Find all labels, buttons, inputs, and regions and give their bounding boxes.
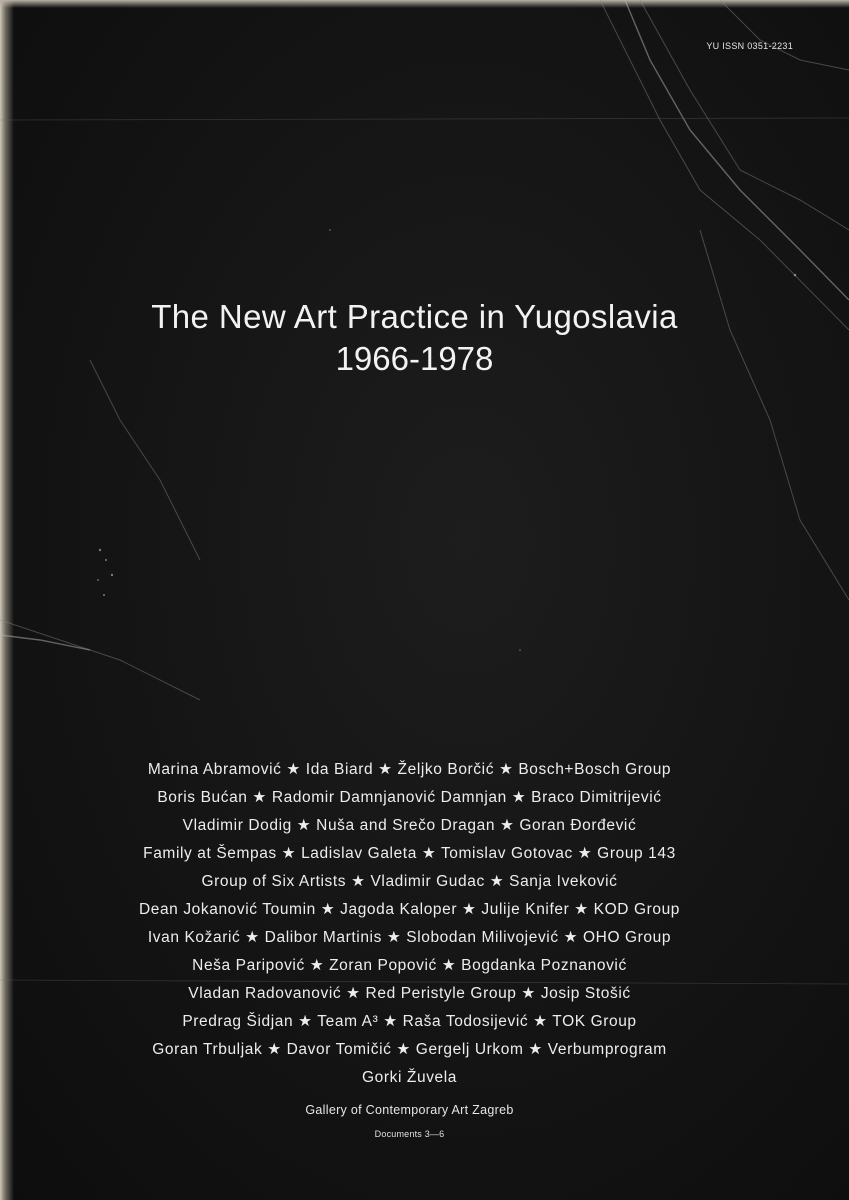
- artist-line: Vladan Radovanović ★ Red Peristyle Group ★ Josip Stošić: [188, 985, 631, 1002]
- artist-line: Ivan Kožarić ★ Dalibor Martinis ★ Slobodan Milivojević ★ OHO Group: [147, 929, 672, 946]
- artist-line: Predrag Šidjan ★ Team A³ ★ Raša Todosijević ★ TOK Group: [182, 1013, 637, 1030]
- artist-list: [0, 756, 849, 1092]
- artist-line: Vladimir Dodig ★ Nuša and Srečo Dragan ★ Goran Đorđević: [182, 817, 637, 834]
- issn-label: YU ISSN 0351-2231: [706, 41, 793, 51]
- artist-line: Family at Šempas ★ Ladislav Galeta ★ Tomislav Gotovac ★ Group 143: [143, 845, 676, 862]
- artist-line: Gorki Žuvela: [361, 1069, 458, 1086]
- title-block: [0, 296, 849, 380]
- artist-line: Group of Six Artists ★ Vladimir Gudac ★ Sanja Iveković: [201, 873, 618, 890]
- artist-line: Goran Trbuljak ★ Davor Tomičić ★ Gergelj Urkom ★ Verbumprogram: [152, 1041, 667, 1058]
- artist-line: Marina Abramović ★ Ida Biard ★ Željko Borčić ★ Bosch+Bosch Group: [147, 761, 672, 778]
- cover-top-edge: [0, 0, 849, 8]
- artist-line: Neša Paripović ★ Zoran Popović ★ Bogdanka Poznanović: [192, 957, 627, 974]
- cover-title: The New Art Practice in Yugoslavia: [151, 298, 678, 335]
- publisher-label: Gallery of Contemporary Art Zagreb: [305, 1103, 514, 1117]
- artist-line: Dean Jokanović Toumin ★ Jagoda Kaloper ★ Julije Knifer ★ KOD Group: [138, 901, 681, 918]
- cover-years: 1966-1978: [335, 340, 494, 377]
- documents-label: Documents 3—6: [374, 1129, 445, 1139]
- artist-line: Boris Bućan ★ Radomir Damnjanović Damnjan ★ Braco Dimitrijević: [157, 789, 662, 806]
